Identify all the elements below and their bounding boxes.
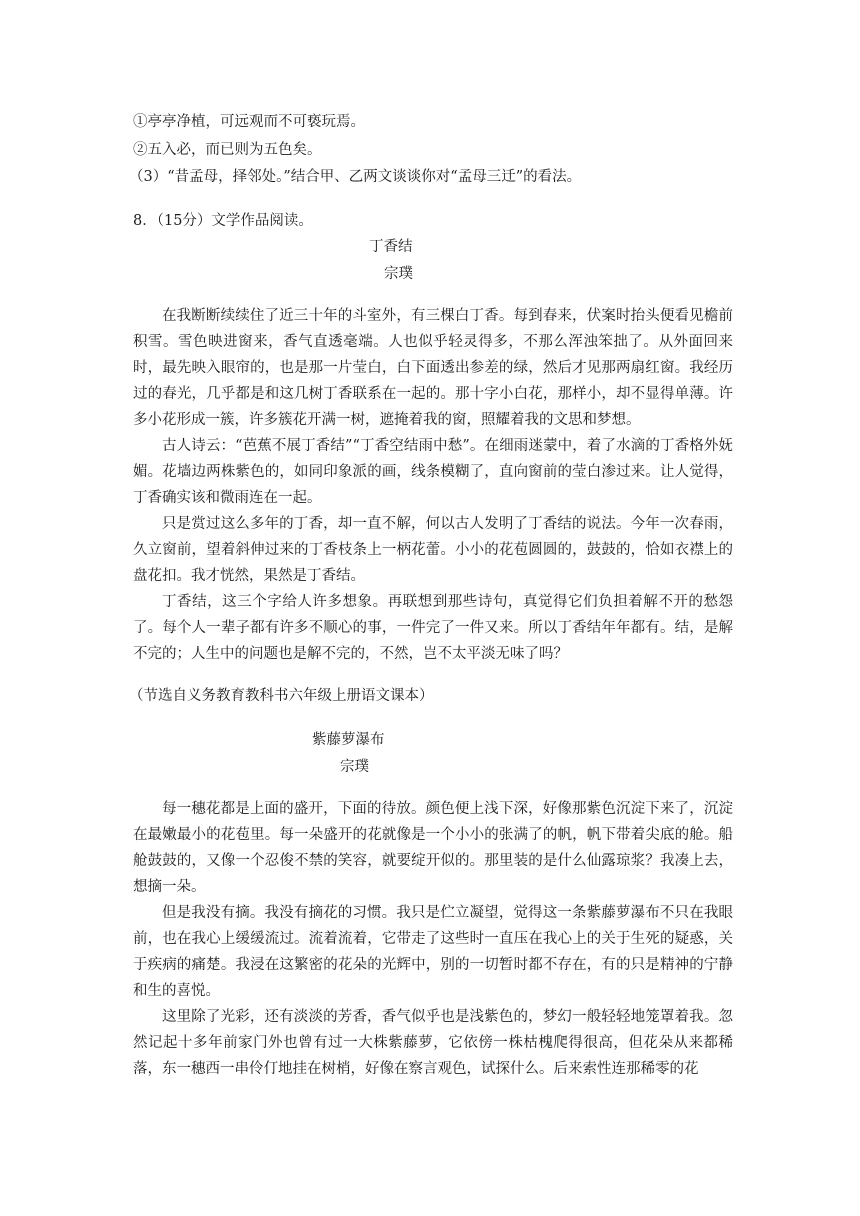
text1-paragraph-3: 只是赏过这么多年的丁香，却一直不解，何以古人发明了丁香结的说法。今年一次春雨，久立窗前，望着斜伸过来的丁香枝条上一柄花蕾。小小的花苞圆圆的，鼓鼓的，恰如衣襟上的盘花扣。我才恍然，果然是丁香结。 (133, 516, 733, 584)
text1-paragraph-1: 在我断断续续住了近三十年的斗室外，有三棵白丁香。每到春来，伏案时抬头便看见檐前积雪。雪色映进窗来，香气直透毫端。人也似乎轻灵得多，不那么浑浊笨拙了。从外面回来时，最先映入眼帘的，也是那一片莹白，白下面透出参差的绿，然后才见那两扇红窗。我经历过的春光，几乎都是和这几树丁香联系在一起的。那十字小白花，那样小，却不显得单薄。许多小花形成一簇，许多簇花开满一树，遮掩着我的窗，照耀着我的文思和梦想。 (133, 308, 733, 428)
text1-paragraph-4: 丁香结，这三个字给人许多想象。再联想到那些诗句，真觉得它们负担着解不开的愁怨了。每个人一辈子都有许多不顺心的事，一件完了一件又来。所以丁香结年年都有。结，是解不完的；人生中的问题也是解不完的，不然，岂不太平淡无味了吗？ (133, 594, 733, 662)
quote-item-1: ①亭亭净植，可远观而不可亵玩焉。 (133, 114, 365, 130)
text2-author: 宗璞 (340, 759, 369, 775)
text1-paragraph-2: 古人诗云：“芭蕉不展丁香结”“丁香空结雨中愁”。在细雨迷蒙中，着了水滴的丁香格外妩媚。花墙边两株紫色的，如同印象派的画，线条模糊了，直向窗前的莹白渗过来。让人觉得，丁香确实该和微雨连在一起。 (133, 438, 733, 506)
text2-paragraph-2: 但是我没有摘。我没有摘花的习惯。我只是伫立凝望，觉得这一条紫藤萝瀑布不只在我眼前，也在我心上缓缓流过。流着流着，它带走了这些时一直压在我心上的关于生死的疑惑，关于疾病的痛楚。我浸在这繁密的花朵的光辉中，别的一切暂时都不存在，有的只是精神的宁静和生的喜悦。 (133, 905, 733, 999)
section-8-heading: 8．（15分）文学作品阅读。 (133, 213, 313, 229)
text1-author: 宗璞 (384, 266, 413, 282)
text2-paragraph-1: 每一穗花都是上面的盛开，下面的待放。颜色便上浅下深，好像那紫色沉淀下来了，沉淀在最嫩最小的花苞里。每一朵盛开的花就像是一个小小的张满了的帆，帆下带着尖底的舱。船舱鼓鼓的，又像一个忍俊不禁的笑容，就要绽开似的。那里装的是什么仙露琼浆？我凑上去，想摘一朵。 (133, 801, 733, 895)
text1-source-note: （节选自义务教育教科书六年级上册语文课本） (129, 688, 434, 704)
question-3: （3）“昔孟母，择邻处。”结合甲、乙两文谈谈你对“孟母三迁”的看法。 (129, 169, 582, 185)
text2-title: 紫藤萝瀑布 (312, 732, 385, 748)
quote-item-2: ②五入必，而已则为五色矣。 (133, 142, 322, 158)
text2-paragraph-3: 这里除了光彩，还有淡淡的芳香，香气似乎也是浅紫色的，梦幻一般轻轻地笼罩着我。忽然记起十多年前家门外也曾有过一大株紫藤萝，它依傍一株枯槐爬得很高，但花朵从来都稀落，东一穗西一串伶仃地挂在树梢，好像在察言观色，试探什么。后来索性连那稀零的花 (133, 1009, 733, 1077)
text1-title: 丁香结 (369, 239, 413, 255)
